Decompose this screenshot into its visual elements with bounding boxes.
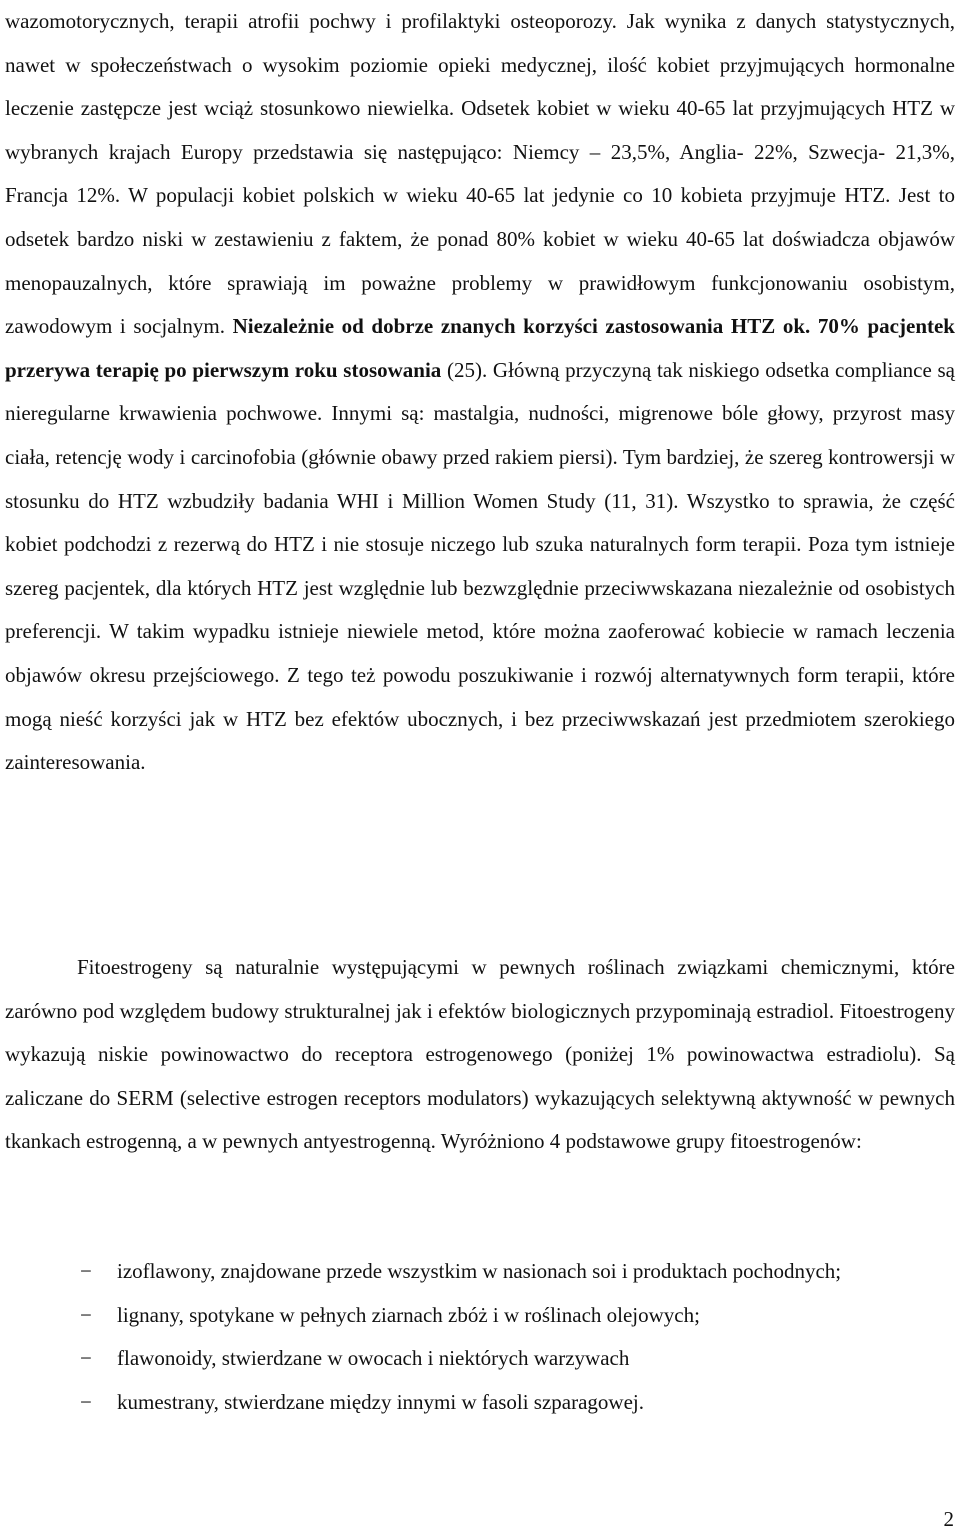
list-item-text: flawonoidy, stwierdzane w owocach i niektórych warzywach — [117, 1346, 630, 1371]
list-item — [5, 1250, 955, 1294]
list-item-text: kumestrany, stwierdzane między innymi w fasoli szparagowej. — [117, 1389, 644, 1414]
paragraph1-bold-segment: Niezależnie od dobrze znanych korzyści zastosowania HTZ ok. 70% pacjentek przerywa terapię po pierwszym roku stosowania — [5, 314, 955, 382]
list-dash-marker: − — [80, 1389, 92, 1414]
list-item — [5, 1337, 955, 1381]
paragraph-htz-statistics — [5, 0, 955, 785]
paragraph1-segment-3: (25). Główną przyczyną tak niskiego odsetka compliance są nieregularne krwawienia pochwowe. Innymi są: mastalgia, nudności, migrenowe bóle głowy, przyrost masy ciała, retencję wody i carcinofobia (głównie obawy przed rakiem piersi). Tym bardziej, że szereg kontrowersji w stosunku do HTZ wzbudziły badania WHI i Million Women Study (11, 31). Wszystko to sprawia, że część kobiet podchodzi z rezerwą do HTZ i nie stosuje niczego lub szuka naturalnych form terapii. Poza tym istnieje szereg pacjentek, dla których HTZ jest względnie lub bezwzględnie przeciwwskazana niezależnie od osobistych preferencji. W takim wypadku istnieje niewiele metod, które można zaoferować kobiecie w ramach leczenia objawów okresu przejściowego. Z tego też powodu poszukiwanie i rozwój alternatywnych form terapii, które mogą nieść korzyści jak w HTZ bez efektów ubocznych, i bez przeciwwskazań jest przedmiotem szerokiego zainteresowania. — [5, 357, 955, 775]
paragraph2-text: Fitoestrogeny są naturalnie występującymi w pewnych roślinach związkami chemicznymi, które zarówno pod względem budowy strukturalnej jak i efektów biologicznych przypominają estradiol. Fitoestrogeny wykazują niskie powinowactwo do receptora estrogenowego (poniżej 1% powinowactwa estradiolu). Są zaliczane do SERM (selective estrogen receptors modulators) wykazujących selektywną aktywność w pewnych tkankach estrogenną, a w pewnych antyestrogenną. Wyróżniono 4 podstawowe grupy fitoestrogenów: — [5, 955, 955, 1154]
phytoestrogen-groups-list — [5, 1250, 955, 1424]
paragraph1-segment-1: wazomotorycznych, terapii atrofii pochwy i profilaktyki osteoporozy. Jak wynika z danych statystycznych, nawet w społeczeństwach o wysokim poziomie opieki medycznej, ilość kobiet przyjmujących hormonalne leczenie zastępcze jest wciąż stosunkowo niewielka. Odsetek kobiet w wieku 40-65 lat przyjmujących HTZ w wybranych krajach Europy przedstawia się następująco: Niemcy – 23,5%, Anglia- 22%, Szwecja- 21,3%, Francja 12%. W populacji kobiet polskich w wieku 40-65 lat jedynie co 10 kobieta przyjmuje HTZ. Jest to odsetek bardzo niski w zestawieniu z faktem, że ponad 80% kobiet w wieku 40-65 lat doświadcza objawów menopauzalnych, które sprawiają im poważne problemy w prawidłowym funkcjonowaniu osobistym, zawodowym i socjalnym. — [5, 9, 955, 339]
list-dash-marker: − — [80, 1302, 92, 1327]
list-dash-marker: − — [80, 1346, 92, 1371]
paragraph-phytoestrogens — [5, 946, 955, 1164]
list-dash-marker: − — [80, 1259, 92, 1283]
list-item-text: lignany, spotykane w pełnych ziarnach zbóż i w roślinach olejowych; — [117, 1302, 700, 1327]
list-item-text: izoflawony, znajdowane przede wszystkim w nasionach soi i produktach pochodnych; — [117, 1259, 842, 1283]
list-item — [5, 1381, 955, 1425]
list-item — [5, 1294, 955, 1338]
page-number: 2 — [943, 1507, 954, 1531]
